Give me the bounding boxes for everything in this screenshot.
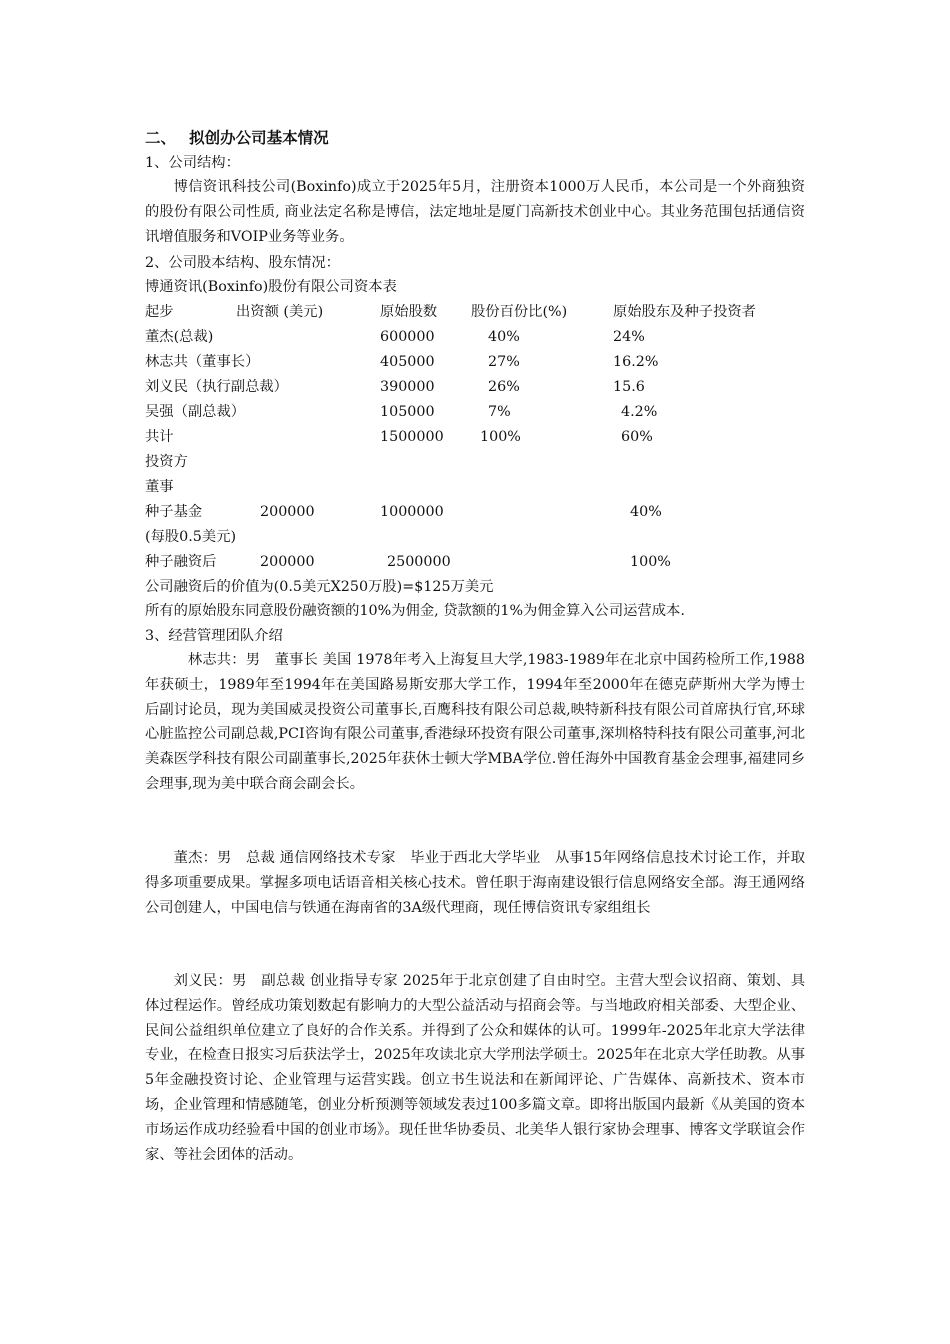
- row-name: 共计: [145, 429, 174, 445]
- section-2-heading: 2、公司股本结构、股东情况：: [145, 255, 340, 271]
- row-shares: 2500000: [387, 554, 451, 570]
- row-percent: 100%: [480, 429, 521, 445]
- row-original: 24%: [613, 329, 645, 345]
- row-name: 董事: [145, 479, 174, 495]
- header-shares: 原始股数: [380, 304, 438, 320]
- row-name: 刘义民（执行副总裁）: [145, 379, 288, 395]
- row-percent: 40%: [488, 329, 520, 345]
- row-shares: 1500000: [380, 429, 444, 445]
- row-name: 董杰(总裁): [145, 329, 214, 345]
- row-amount: 200000: [260, 504, 315, 520]
- section-title: 二、 拟创办公司基本情况: [145, 128, 329, 147]
- row-name: 种子融资后: [145, 554, 217, 570]
- row-name: (每股0.5美元): [145, 529, 237, 545]
- row-name: 吴强（副总裁）: [145, 404, 246, 420]
- row-original: 16.2%: [613, 354, 659, 370]
- row-shares: 600000: [380, 329, 435, 345]
- valuation-line: 公司融资后的价值为(0.5美元X250万股)=$125万美元: [145, 579, 494, 595]
- header-original-holders: 原始股东及种子投资者: [613, 304, 756, 320]
- row-original: 100%: [630, 554, 671, 570]
- section-3-heading: 3、经营管理团队介绍: [145, 628, 283, 644]
- row-shares: 405000: [380, 354, 435, 370]
- row-original: 60%: [621, 429, 653, 445]
- row-name: 投资方: [145, 454, 188, 470]
- row-name: 林志共（董事长）: [145, 354, 260, 370]
- row-shares: 1000000: [380, 504, 444, 520]
- commission-line: 所有的原始股东同意股份融资额的10%为佣金, 贷款额的1%为佣金算入公司运营成本.: [145, 603, 685, 619]
- bio-lin-zhigong: 林志共：男 董事长 美国 1978年考入上海复旦大学,1983-1989年在北京中国药检所工作,1988年获硕士，1989年至1994年在美国路易斯安那大学工作，1994年至2000年在德克萨斯州大学为博士后副讨论员，现为美国威灵投资公司董事长,百鹰科技有限公司总裁,映特新科技有限公司首席执行官,环球心脏监控公司副总裁,PCI咨询有限公司董事,香港绿环投资有限公司董事,深圳格特科技有限公司董事,河北美森医学科技有限公司副董事长,2025年获休士顿大学MBA学位.曾任海外中国教育基金会理事,福建同乡会理事,现为美中联合商会副会长。: [145, 652, 805, 792]
- row-name: 种子基金: [145, 504, 203, 520]
- bio-liu-yimin: 刘义民：男 副总裁 创业指导专家 2025年于北京创建了自由时空。主营大型会议招商、策划、具体过程运作。曾经成功策划数起有影响力的大型公益活动与招商会等。与当地政府相关部委、大型企业、民间公益组织单位建立了良好的合作关系。并得到了公众和媒体的认可。1999年-2025年北京大学法律专业，在检查日报实习后获法学士，2025年攻读北京大学刑法学硕士。2025年在北京大学任助教。从事5年金融投资讨论、企业管理与运营实践。创立书生说法和在新闻评论、广告媒体、高新技术、资本市场，企业管理和情感随笔，创业分析预测等领域发表过100多篇文章。即将出版国内最新《从美国的资本市场运作成功经验看中国的创业市场》。现任世华协委员、北美华人银行家协会理事、博客文学联谊会作家、等社会团体的活动。: [145, 973, 805, 1163]
- row-percent: 7%: [488, 404, 511, 420]
- row-amount: 200000: [260, 554, 315, 570]
- header-percent: 股份百份比(%): [471, 304, 568, 320]
- section-1-heading: 1、公司结构：: [145, 155, 240, 171]
- header-start: 起步: [145, 304, 174, 320]
- row-percent: 26%: [488, 379, 520, 395]
- row-shares: 105000: [380, 404, 435, 420]
- capital-table-title: 博通资讯(Boxinfo)股份有限公司资本表: [145, 279, 397, 295]
- bio-dong-jie: 董杰：男 总裁 通信网络技术专家 毕业于西北大学毕业 从事15年网络信息技术讨论工作，并取得多项重要成果。掌握多项电话语音相关核心技术。曾任职于海南建设银行信息网络安全部。海王通网络公司创建人，中国电信与铁通在海南省的3A级代理商，现任博信资讯专家组组长: [145, 850, 805, 916]
- row-percent: 27%: [488, 354, 520, 370]
- row-original: 4.2%: [621, 404, 658, 420]
- company-structure-paragraph: 博信资讯科技公司(Boxinfo)成立于2025年5月，注册资本1000万人民币，本公司是一个外商独资的股份有限公司性质, 商业法定名称是博信，法定地址是厦门高新技术创业中心。其业务范围包括通信资讯增值服务和VOIP业务等业务。: [145, 179, 805, 245]
- row-original: 15.6: [613, 379, 645, 395]
- row-shares: 390000: [380, 379, 435, 395]
- row-original: 40%: [630, 504, 662, 520]
- header-amount: 出资额 (美元): [236, 304, 324, 320]
